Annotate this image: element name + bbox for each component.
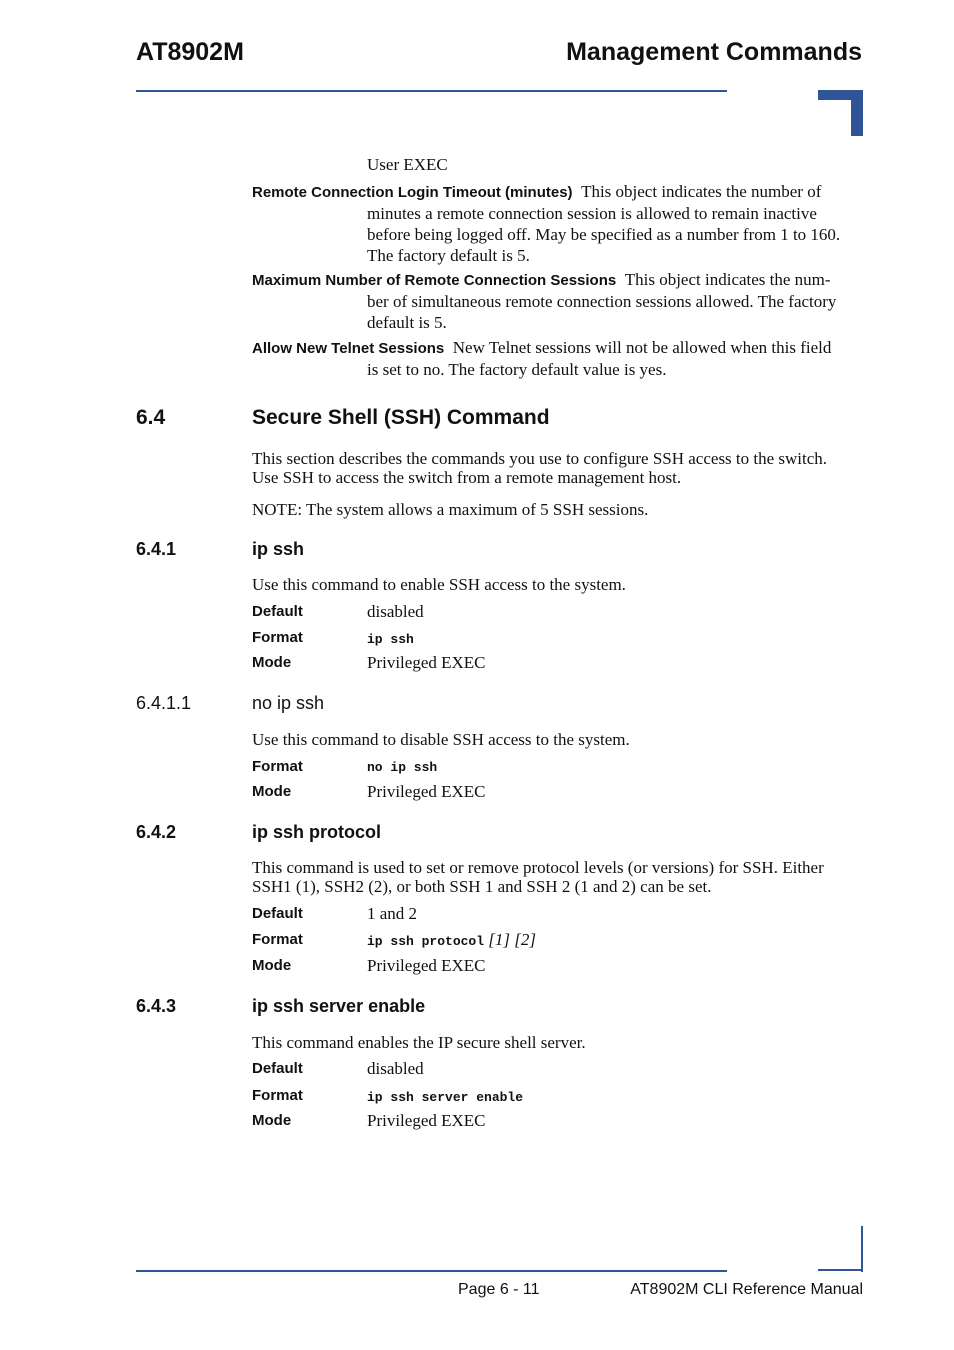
subsection-number: 6.4.1 — [136, 539, 177, 559]
section-title: Secure Shell (SSH) Command — [252, 406, 550, 429]
format-label: Format — [252, 931, 303, 948]
header-corner-mark — [818, 90, 863, 136]
header-rule — [136, 90, 727, 92]
mode-value: Privileged EXEC — [367, 1111, 486, 1130]
user-exec-text: User EXEC — [367, 155, 448, 174]
definition-line: The factory default is 5. — [367, 246, 530, 265]
definition-login-timeout — [252, 181, 864, 266]
section-paragraph: This section describes the commands you use to configure SSH access to the switch. — [252, 449, 828, 468]
command-description: SSH1 (1), SSH2 (2), or both SSH 1 and SSH 2 (1 and 2) can be set. — [252, 877, 712, 896]
definition-line: minutes a remote connection session is allowed to remain inactive — [367, 204, 817, 223]
format-value: ip ssh protocol — [367, 934, 485, 949]
definition-max-sessions — [252, 269, 864, 333]
footer-page-number: Page 6 - 11 — [458, 1281, 540, 1298]
section-paragraph: Use SSH to access the switch from a remote management host. — [252, 468, 682, 487]
format-value: ip ssh server enable — [367, 1090, 524, 1105]
format-label: Format — [252, 1087, 303, 1104]
command-description: This command enables the IP secure shell server. — [252, 1033, 586, 1052]
footer-manual-title: AT8902M CLI Reference Manual — [630, 1281, 863, 1298]
definition-term: Remote Connection Login Timeout (minutes) — [252, 184, 573, 201]
subsection-title: ip ssh server enable — [252, 996, 426, 1016]
definition-line: default is 5. — [367, 313, 447, 332]
footer-corner-mark — [818, 1226, 863, 1272]
default-label: Default — [252, 603, 303, 620]
format-value: no ip ssh — [367, 760, 438, 775]
default-label: Default — [252, 905, 303, 922]
section-number: 6.4 — [136, 406, 166, 429]
definition-text: This object indicates the number of — [581, 182, 822, 201]
subsection-number: 6.4.2 — [136, 822, 177, 842]
subsection-number: 6.4.3 — [136, 996, 177, 1016]
header-chapter-title: Management Commands — [566, 38, 862, 66]
definition-line: ber of simultaneous remote connection sessions allowed. The factory — [367, 292, 837, 311]
default-value: disabled — [367, 602, 424, 621]
subsection-title: ip ssh protocol — [252, 822, 382, 842]
format-value: ip ssh — [367, 632, 414, 647]
footer-rule — [136, 1270, 727, 1272]
command-description: Use this command to disable SSH access to the system. — [252, 730, 630, 749]
note-text: NOTE: The system allows a maximum of 5 SSH sessions. — [252, 500, 649, 519]
subsection-title: ip ssh — [252, 539, 305, 559]
default-value: disabled — [367, 1059, 424, 1078]
definition-term: Allow New Telnet Sessions — [252, 340, 445, 357]
mode-value: Privileged EXEC — [367, 956, 486, 975]
subsubsection-number: 6.4.1.1 — [136, 693, 192, 713]
command-description: This command is used to set or remove protocol levels (or versions) for SSH. Either — [252, 858, 824, 877]
mode-label: Mode — [252, 783, 292, 800]
format-label: Format — [252, 758, 303, 775]
format-label: Format — [252, 629, 303, 646]
header-product: AT8902M — [136, 38, 244, 66]
mode-label: Mode — [252, 957, 292, 974]
mode-label: Mode — [252, 654, 292, 671]
mode-value: Privileged EXEC — [367, 782, 486, 801]
default-value: 1 and 2 — [367, 904, 418, 923]
format-arguments: [1] [2] — [488, 930, 536, 949]
subsubsection-title: no ip ssh — [252, 693, 325, 713]
command-description: Use this command to enable SSH access to the system. — [252, 575, 626, 594]
definition-text: New Telnet sessions will not be allowed when this field — [452, 338, 832, 357]
definition-term: Maximum Number of Remote Connection Sessions — [252, 272, 617, 289]
definition-telnet-sessions — [252, 337, 864, 380]
definition-line: is set to no. The factory default value is yes. — [367, 360, 667, 379]
format-line — [367, 930, 536, 950]
mode-value: Privileged EXEC — [367, 653, 486, 672]
definition-text: This object indicates the num- — [624, 270, 831, 289]
mode-label: Mode — [252, 1112, 292, 1129]
default-label: Default — [252, 1060, 303, 1077]
definition-line: before being logged off. May be specified as a number from 1 to 160. — [367, 225, 841, 244]
